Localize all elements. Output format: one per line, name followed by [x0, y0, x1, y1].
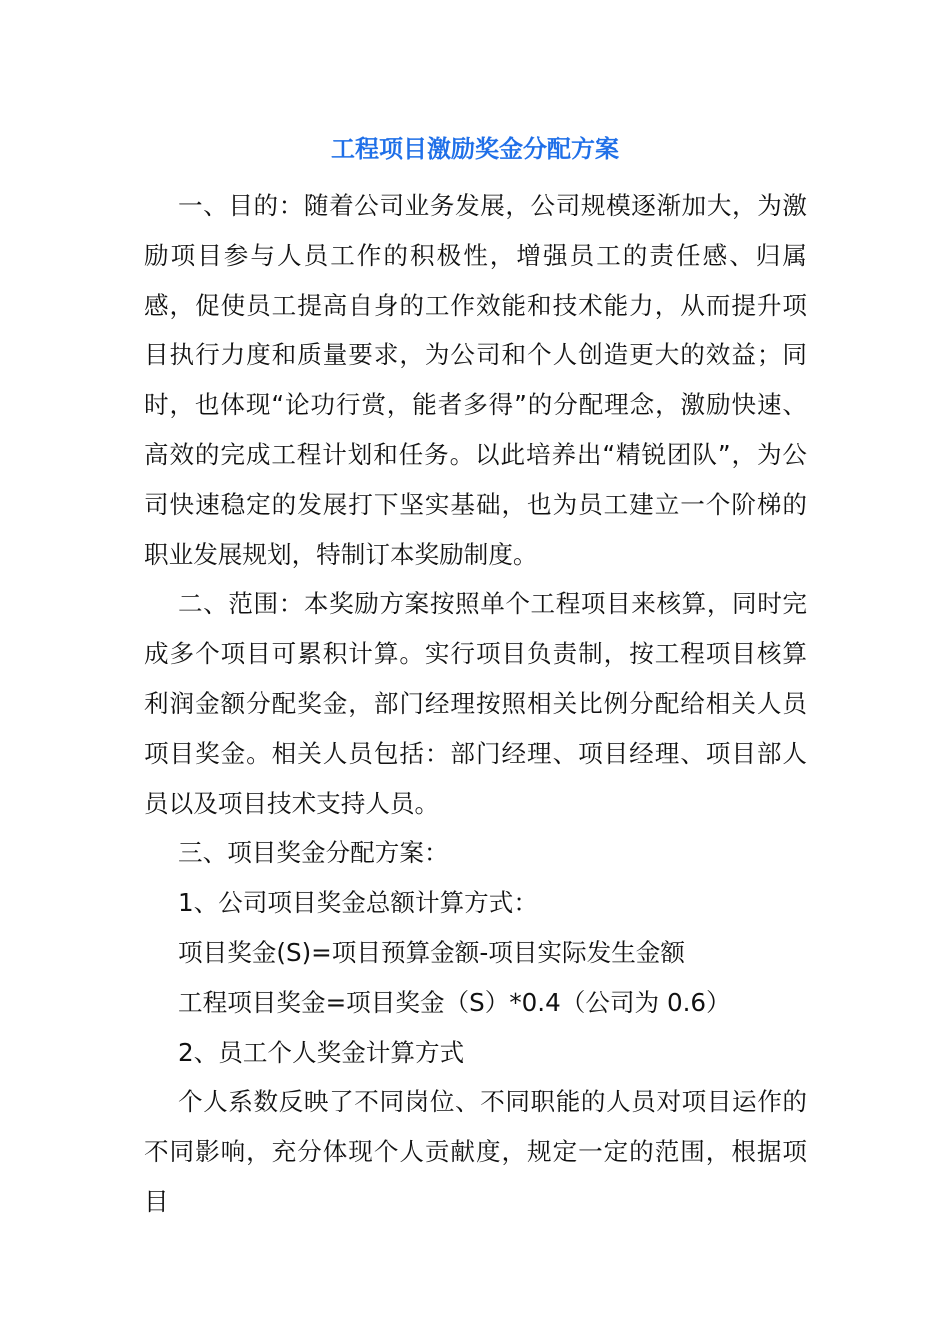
section-heading-allocation: 三、项目奖金分配方案： [178, 838, 449, 868]
subheading-personal-bonus: 2、员工个人奖金计算方式 [178, 1037, 465, 1067]
paragraph-purpose: 一、目的：随着公司业务发展，公司规模逐渐加大，为激励项目参与人员工作的积极性，增强员工的责任感、归属感，促使员工提高自身的工作效能和技术能力，从而提升项目执行力度和质量要求，为公司和个人创造更大的效益；同时，也体现“论功行赏，能者多得”的分配理念，激励快速、高效的完成工程计划和任务。以此培养出“精锐团队”，为公司快速稳定的发展打下坚实基础，也为员工建立一个阶梯的职业发展规划，特制订本奖励制度。 [144, 191, 807, 569]
formula-engineering-bonus: 工程项目奖金=项目奖金（S）*0.4（公司为 0.6） [178, 987, 731, 1017]
subheading-total-bonus: 1、公司项目奖金总额计算方式： [178, 888, 538, 918]
paragraph-personal-coefficient: 个人系数反映了不同岗位、不同职能的人员对项目运作的不同影响，充分体现个人贡献度，规定一定的范围，根据项目 [144, 1087, 807, 1216]
document-title: 工程项目激励奖金分配方案 [331, 135, 619, 163]
paragraph-scope: 二、范围：本奖励方案按照单个工程项目来核算，同时完成多个项目可累积计算。实行项目负责制，按工程项目核算利润金额分配奖金，部门经理按照相关比例分配给相关人员项目奖金。相关人员包括：部门经理、项目经理、项目部人员以及项目技术支持人员。 [144, 589, 807, 818]
formula-project-bonus: 项目奖金(S)=项目预算金额-项目实际发生金额 [178, 937, 685, 967]
document-body [144, 181, 807, 1227]
